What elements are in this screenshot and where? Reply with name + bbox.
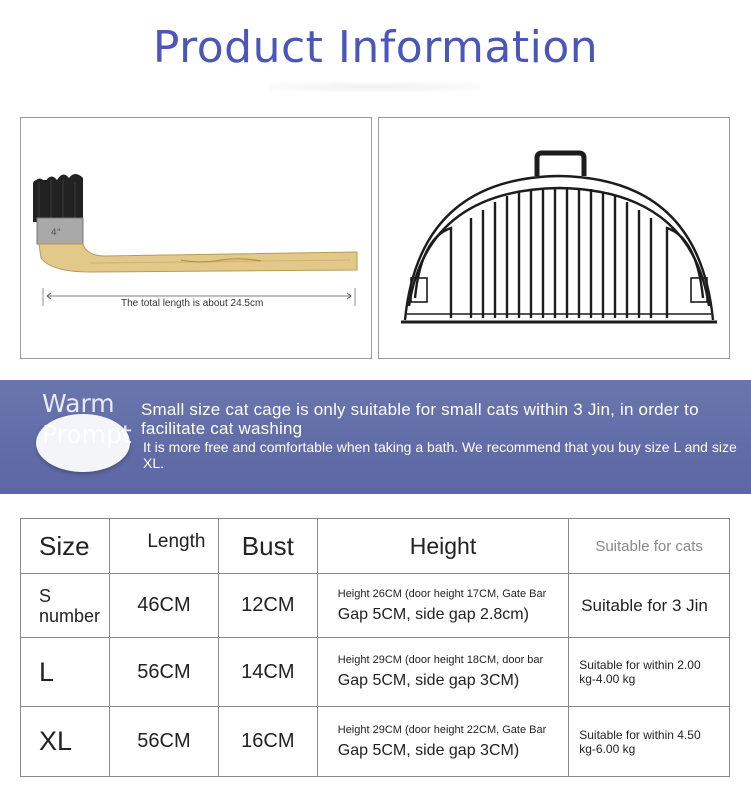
table-row (21, 574, 730, 638)
header-size: Size (21, 519, 110, 574)
table-row (21, 707, 730, 777)
svg-text:4": 4" (51, 228, 61, 238)
length-note: The total length is about 24.5cm (121, 298, 264, 309)
cage-photo-frame (378, 117, 730, 359)
row-height-gap: Gap 5CM, side gap 2.8cm) (337, 605, 529, 623)
cat-cage-icon (379, 118, 731, 360)
row-height (317, 707, 568, 777)
row-height (317, 574, 568, 638)
row-size: S number (21, 574, 110, 638)
brush-photo-frame (20, 117, 372, 359)
row-length: 56CM (109, 638, 218, 707)
row-size: L (21, 638, 110, 707)
prompt-main-text: Small size cat cage is only suitable for small cats within 3 Jin, in order to facilitate cat washing (141, 400, 699, 438)
title-shadow (270, 82, 480, 92)
bath-brush-icon (21, 118, 373, 360)
size-table (20, 518, 730, 777)
row-height (317, 638, 568, 707)
row-suitable: Suitable for within 4.50 kg-6.00 kg (569, 707, 730, 777)
row-height-detail: Height 26CM (door height 17CM, Gate Bar (337, 587, 547, 600)
row-height-detail: Height 29CM (door height 18CM, door bar (337, 654, 544, 666)
row-height-detail: Height 29CM (door height 22CM, Gate Bar (337, 723, 547, 736)
header-height: Height (317, 519, 568, 574)
cage-handle (537, 153, 584, 176)
row-length: 46CM (109, 574, 218, 638)
row-height-gap: Gap 5CM, side gap 3CM) (337, 672, 520, 689)
row-size: XL (21, 707, 110, 777)
brush-bristles (33, 174, 83, 222)
table-row (21, 638, 730, 707)
row-bust: 12CM (218, 574, 317, 638)
table-header-row (21, 519, 730, 574)
brush-handle (39, 244, 357, 272)
row-length: 56CM (109, 707, 218, 777)
row-suitable: Suitable for 3 Jin (569, 574, 730, 638)
row-bust: 14CM (218, 638, 317, 707)
page-title: Product Information (152, 22, 599, 73)
header-length: Length (109, 519, 218, 574)
warm-prompt-band (0, 380, 751, 494)
prompt-label: Warm Prompt (42, 389, 132, 449)
header-bust: Bust (218, 519, 317, 574)
prompt-sub-text: It is more free and comfortable when taking a bath. We recommend that you buy size L and size XL. (143, 439, 737, 471)
row-bust: 16CM (218, 707, 317, 777)
row-suitable: Suitable for within 2.00 kg-4.00 kg (569, 638, 730, 707)
header-suitable: Suitable for cats (569, 519, 730, 574)
row-height-gap: Gap 5CM, side gap 3CM) (337, 741, 520, 759)
